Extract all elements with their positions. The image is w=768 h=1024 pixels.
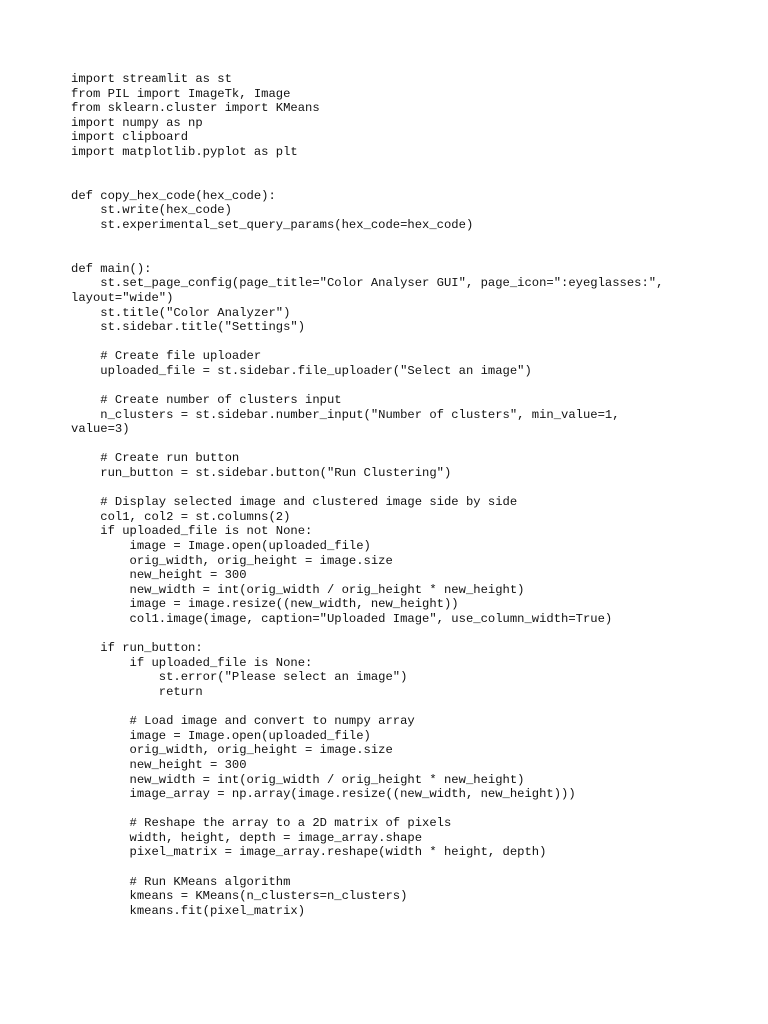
code-line: kmeans.fit(pixel_matrix)	[71, 903, 306, 918]
code-line: uploaded_file = st.sidebar.file_uploader("Select an image")	[71, 363, 532, 378]
code-line: # Run KMeans algorithm	[71, 874, 291, 889]
code-line: return	[71, 684, 203, 699]
code-line	[71, 437, 731, 452]
code-line: import clipboard	[71, 130, 189, 145]
code-line: image_array = np.array(image.resize((new_width, new_height)))	[71, 787, 576, 802]
code-line: st.experimental_set_query_params(hex_code=hex_code)	[71, 217, 474, 232]
code-line	[71, 160, 731, 175]
code-line: # Create run button	[71, 451, 240, 466]
code-line: # Create number of clusters input	[71, 393, 342, 408]
code-line: orig_width, orig_height = image.size	[71, 553, 393, 568]
code-line: new_height = 300	[71, 757, 247, 772]
code-line: value=3)	[71, 422, 130, 437]
code-line: # Display selected image and clustered image side by side	[71, 495, 518, 510]
code-line: orig_width, orig_height = image.size	[71, 743, 393, 758]
code-line: import numpy as np	[71, 115, 203, 130]
code-line: if uploaded_file is not None:	[71, 524, 313, 539]
code-line: col1.image(image, caption="Uploaded Image", use_column_width=True)	[71, 611, 613, 626]
code-line: st.sidebar.title("Settings")	[71, 320, 306, 335]
code-line	[71, 481, 731, 496]
code-line: st.write(hex_code)	[71, 203, 232, 218]
code-line: from sklearn.cluster import KMeans	[71, 101, 320, 116]
code-line: n_clusters = st.sidebar.number_input("Number of clusters", min_value=1,	[71, 407, 620, 422]
code-line: from PIL import ImageTk, Image	[71, 86, 291, 101]
code-line: col1, col2 = st.columns(2)	[71, 509, 291, 524]
code-line: new_width = int(orig_width / orig_height * new_height)	[71, 772, 525, 787]
code-line	[71, 627, 731, 642]
code-line: kmeans = KMeans(n_clusters=n_clusters)	[71, 889, 408, 904]
code-listing	[71, 72, 731, 918]
code-line: image = Image.open(uploaded_file)	[71, 539, 371, 553]
code-line: if uploaded_file is None:	[71, 655, 313, 670]
code-line	[71, 174, 731, 189]
code-line	[71, 700, 731, 715]
code-line: image = Image.open(uploaded_file)	[71, 728, 371, 743]
code-line: layout="wide")	[71, 290, 174, 305]
code-line	[71, 335, 731, 350]
code-line: import matplotlib.pyplot as plt	[71, 144, 298, 159]
code-line	[71, 233, 731, 248]
code-line: new_width = int(orig_width / orig_height * new_height)	[71, 582, 525, 597]
code-line: import streamlit as st	[71, 72, 232, 86]
code-line: def main():	[71, 261, 152, 276]
code-line: pixel_matrix = image_array.reshape(width * height, depth)	[71, 845, 547, 860]
code-line: st.set_page_config(page_title="Color Analyser GUI", page_icon=":eyeglasses:",	[71, 276, 664, 291]
code-line: st.error("Please select an image")	[71, 670, 408, 685]
code-line: image = image.resize((new_width, new_height))	[71, 597, 459, 612]
code-line: st.title("Color Analyzer")	[71, 305, 291, 320]
code-line	[71, 802, 731, 817]
code-line: def copy_hex_code(hex_code):	[71, 188, 276, 203]
code-line: if run_button:	[71, 641, 203, 656]
code-line: run_button = st.sidebar.button("Run Clustering")	[71, 466, 452, 481]
code-line	[71, 378, 731, 393]
code-line: new_height = 300	[71, 568, 247, 583]
code-line: width, height, depth = image_array.shape	[71, 830, 423, 845]
code-line: # Create file uploader	[71, 349, 262, 364]
code-line	[71, 860, 731, 875]
code-line	[71, 247, 731, 262]
code-line: # Reshape the array to a 2D matrix of pixels	[71, 816, 452, 831]
code-line: # Load image and convert to numpy array	[71, 714, 415, 729]
